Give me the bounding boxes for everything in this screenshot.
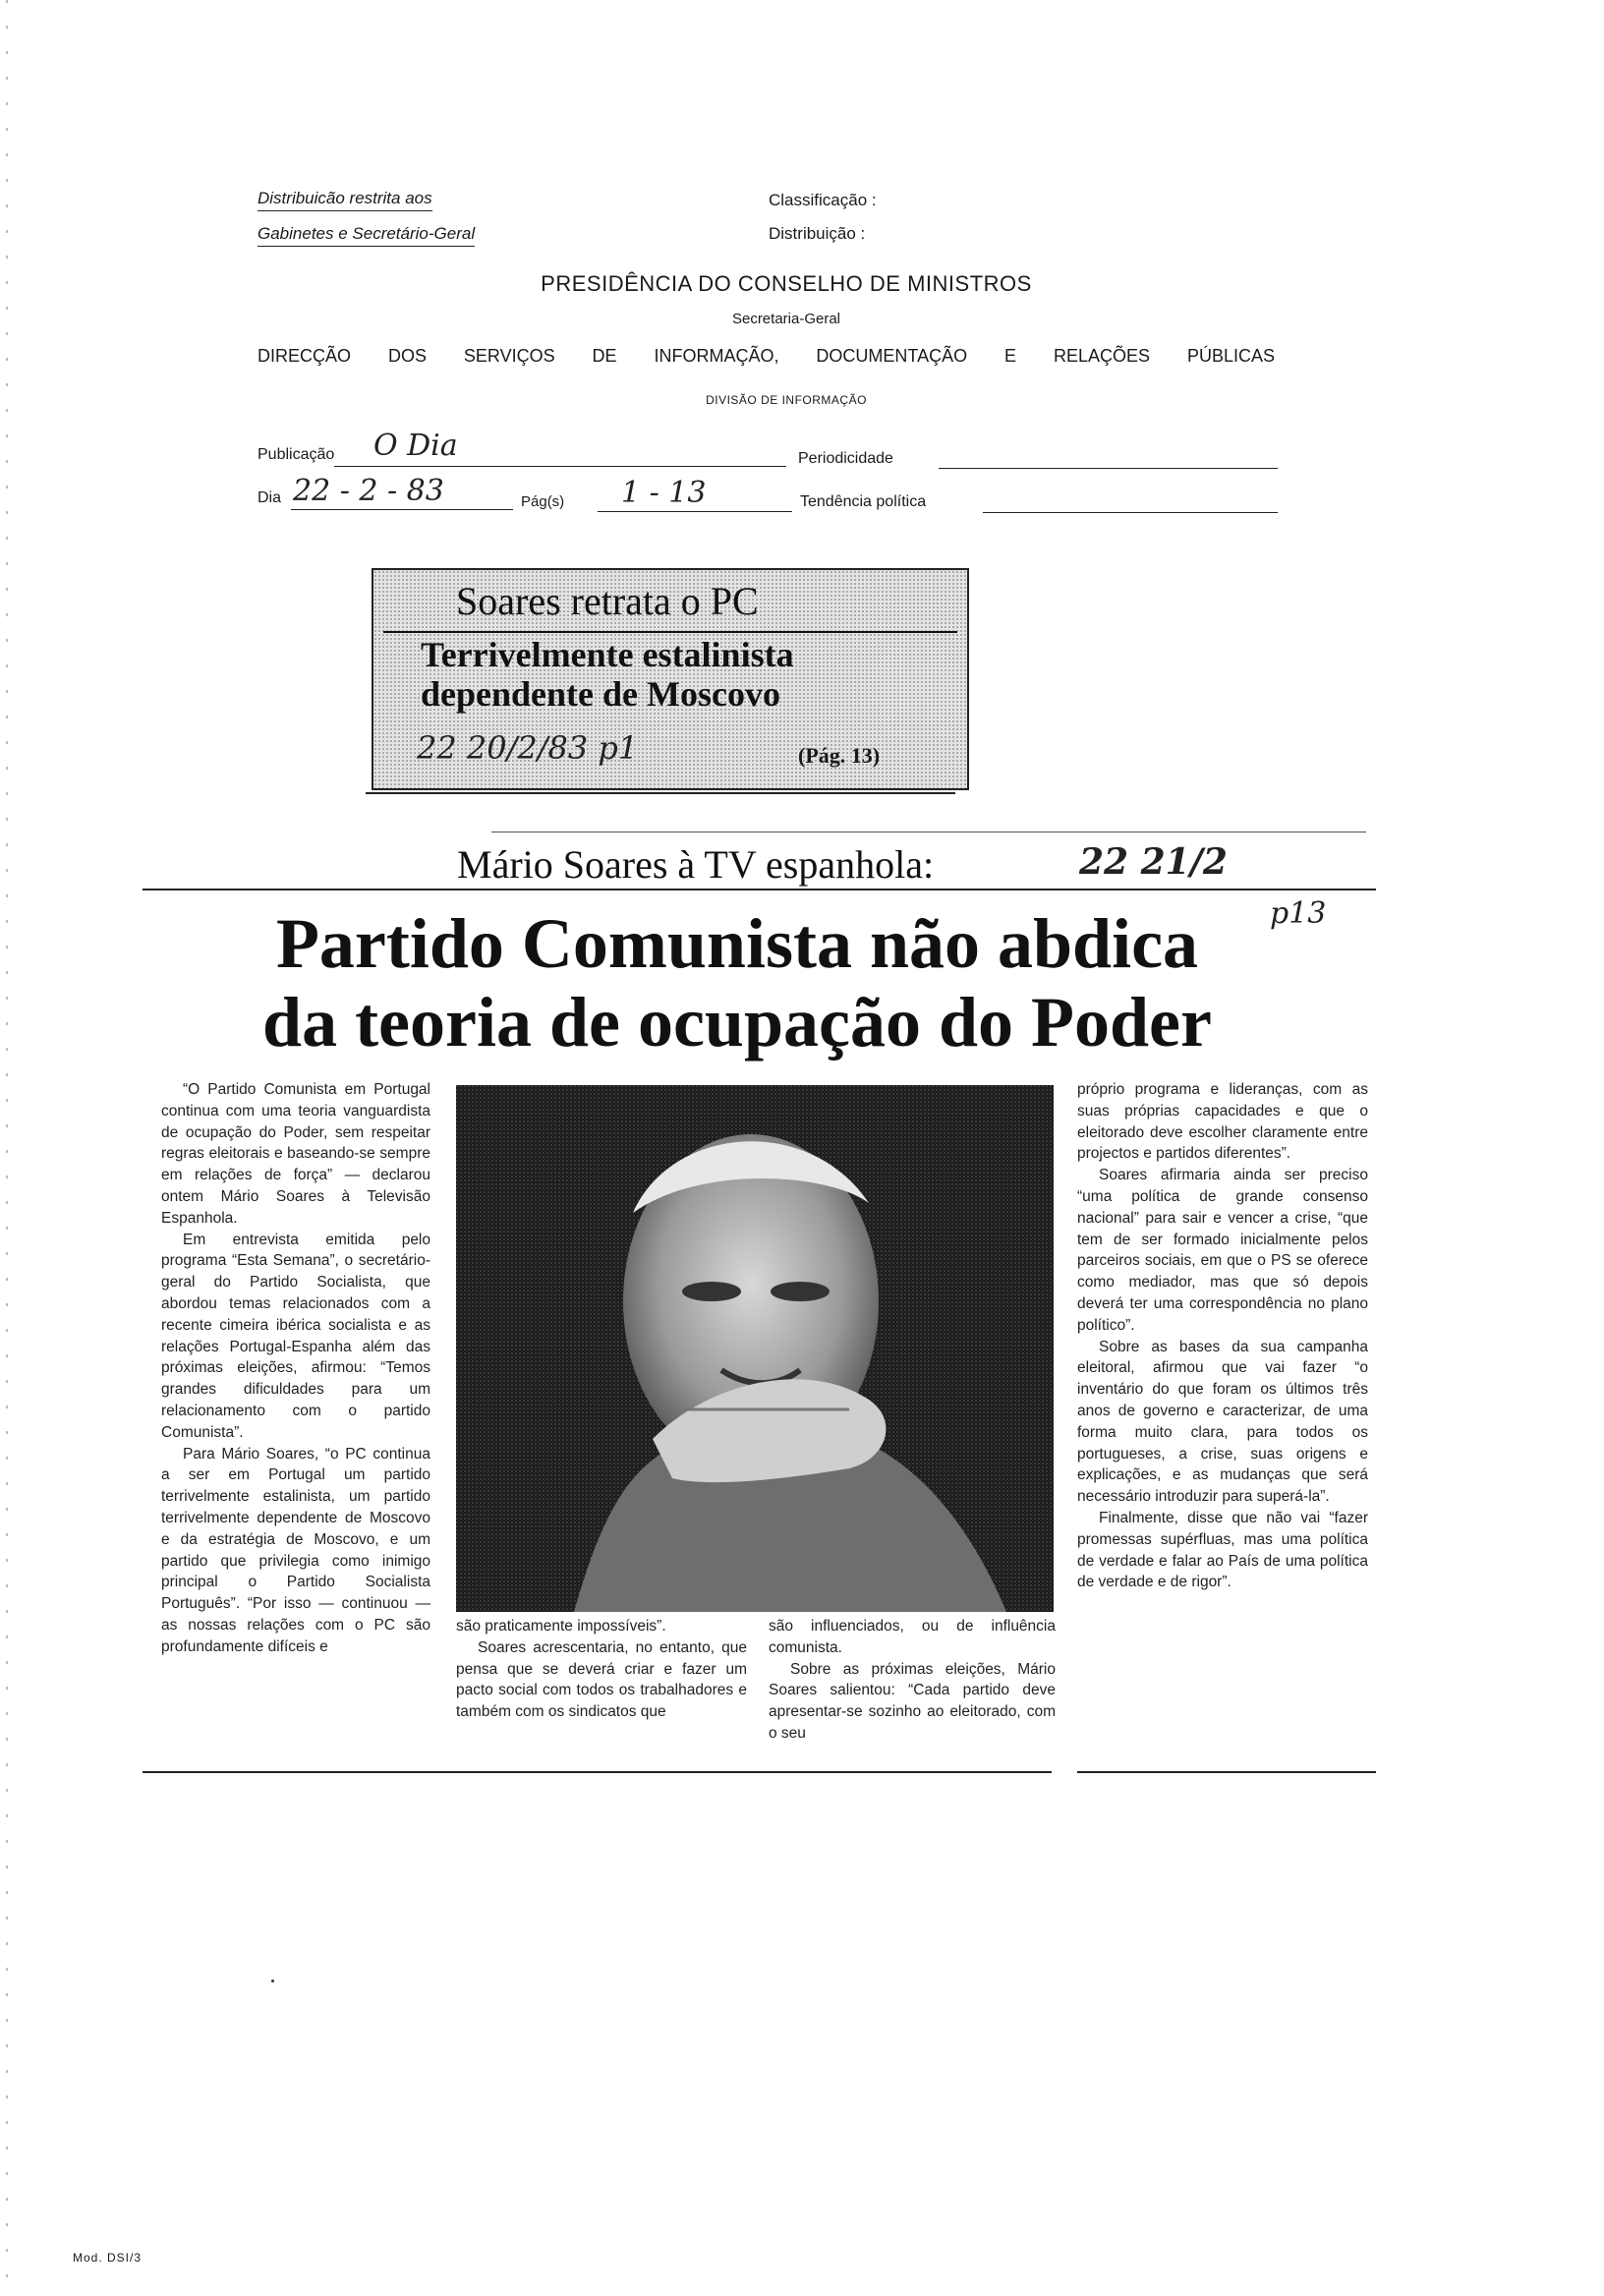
clipping-page-ref: (Pág. 13) <box>798 743 881 768</box>
pages-value: 1 - 13 <box>621 476 707 510</box>
distribution-note-line-2: Gabinetes e Secretário-Geral <box>258 224 475 247</box>
day-value: 22 - 2 - 83 <box>293 474 444 508</box>
col2-paragraph-2: Soares acrescentaria, no entanto, que pensa que se deverá criar e fazer um pacto social com todos os trabalhadores e também com os sindicatos que <box>456 1638 747 1721</box>
article-headline <box>147 904 1327 1062</box>
day-label: Dia <box>258 489 282 506</box>
periodicity-label: Periodicidade <box>798 450 893 467</box>
publication-line <box>334 466 786 467</box>
col4-paragraph-1: próprio programa e lideranças, com as suas próprias capacidades e que o eleitorado deve escolher claramente entre projectos e partidos diferentes”. <box>1077 1081 1368 1163</box>
article-headline-line-2: da teoria de ocupação do Poder <box>262 983 1212 1062</box>
political-line <box>983 512 1278 513</box>
article-top-rule <box>143 889 1376 890</box>
secretariat: Secretaria-Geral <box>731 311 841 327</box>
article-kicker-handwritten: 22 21/2 <box>1079 841 1228 883</box>
col1-paragraph-2: Em entrevista emitida pelo programa “Esta Semana”, o secretário-geral do Partido Socialista, que abordou temas relacionados com a recente cimeira ibérica socialista e as relações Portugal-Espanha além das próximas eleições, afirmou: “Temos grandes dificuldades para um relacionamento com o partido Comunista”. <box>161 1231 430 1441</box>
clipping-rule <box>383 631 957 633</box>
division: DIVISÃO DE INFORMAÇÃO <box>706 393 867 407</box>
article-headline-line-1: Partido Comunista não abdica <box>275 904 1199 983</box>
institution-title: PRESIDÊNCIA DO CONSELHO DE MINISTROS <box>541 271 1032 296</box>
periodicity-line <box>939 468 1278 469</box>
classification-label: Classificação : <box>769 191 877 209</box>
political-label: Tendência política <box>800 493 927 510</box>
distribution-note-line-1: Distribuicão restrita aos <box>258 189 432 211</box>
pages-line <box>598 511 792 512</box>
col2-paragraph-1: são praticamente impossíveis”. <box>456 1618 666 1635</box>
clipping-kicker: Soares retrata o PC <box>456 579 759 623</box>
col4-paragraph-4: Finalmente, disse que não vai “fazer promessas supérfluas, mas uma política de verdade e falar ao País de uma política de verdade e de rigor”. <box>1077 1509 1368 1591</box>
article-column-3 <box>769 1616 1056 1745</box>
col4-paragraph-2: Soares afirmaria ainda ser preciso “uma política de grande consenso nacional” para sair e vencer a crise, “que tem de ser formado inicialmente pelos parceiros sociais, em que o PS se oferece como mediador, mas que só depois deverá ter uma correspondência no plano político”. <box>1077 1167 1368 1334</box>
publication-label: Publicação <box>258 446 335 463</box>
clipping-box <box>372 568 969 790</box>
clipping-headline-line-2: dependente de Moscovo <box>421 674 780 714</box>
distribution-label: Distribuição : <box>769 224 866 243</box>
col4-paragraph-3: Sobre as bases da sua campanha eleitoral, afirmou que vai fazer “o inventário do que foram os últimos três anos de governo e caracterizar, de uma forma muito clara, para todos os portugueses, a crise, suas origens e explicações, e as mudanças que será necessário introduzir para superá-la”. <box>1077 1338 1368 1506</box>
photo-image <box>456 1085 1054 1612</box>
col1-paragraph-1: “O Partido Comunista em Portugal continua com uma teoria vanguardista de ocupação do Poder, sem respeitar regras eleitorais e baseando-se sempre em relações de força” — declarou ontem Mário Soares à Televisão Espanhola. <box>161 1081 430 1227</box>
article-kicker: Mário Soares à TV espanhola: <box>457 842 935 887</box>
scan-edge-marks <box>6 0 8 2296</box>
directorate: DIRECÇÃO DOS SERVIÇOS DE INFORMAÇÃO, DOCUMENTAÇÃO E RELAÇÕES PÚBLICAS <box>258 346 1275 366</box>
speck <box>271 1980 274 1982</box>
handwritten-page: p13 <box>1270 896 1327 931</box>
clipping-headline-line-1: Terrivelmente estalinista <box>421 635 794 674</box>
article-column-1 <box>161 1079 430 1658</box>
clipping-headline <box>421 635 794 714</box>
col3-paragraph-1: são influenciados, ou de influência comunista. <box>769 1618 1056 1656</box>
article-bottom-rule-right <box>1077 1771 1376 1773</box>
article-bottom-rule <box>143 1771 1052 1773</box>
photo-mario-soares <box>456 1085 1054 1612</box>
col3-paragraph-2: Sobre as próximas eleições, Mário Soares salientou: “Cada partido deve apresentar-se sozinho ao eleitorado, com o seu <box>769 1660 1056 1742</box>
clipping-handwritten-date: 22 20/2/83 p1 <box>417 729 639 767</box>
col1-paragraph-3: Para Mário Soares, “o PC continua a ser em Portugal um partido terrivelmente estalinista, um partido terrivelmente dependente de Moscovo e da estratégia de Moscovo, e um partido que privilegia como inimigo principal o Partido Socialista Português”. “Por isso — continuou — as nossas relações com o PC são profundamente difíceis e <box>161 1445 430 1655</box>
publication-value: O Dia <box>373 429 458 463</box>
day-line <box>291 509 513 510</box>
article-column-4 <box>1077 1079 1368 1593</box>
pages-label: Pág(s) <box>521 493 565 510</box>
form-code: Mod. DSI/3 <box>73 2251 143 2265</box>
clipping-bottom-rule <box>366 792 955 794</box>
article-column-2 <box>456 1616 747 1723</box>
